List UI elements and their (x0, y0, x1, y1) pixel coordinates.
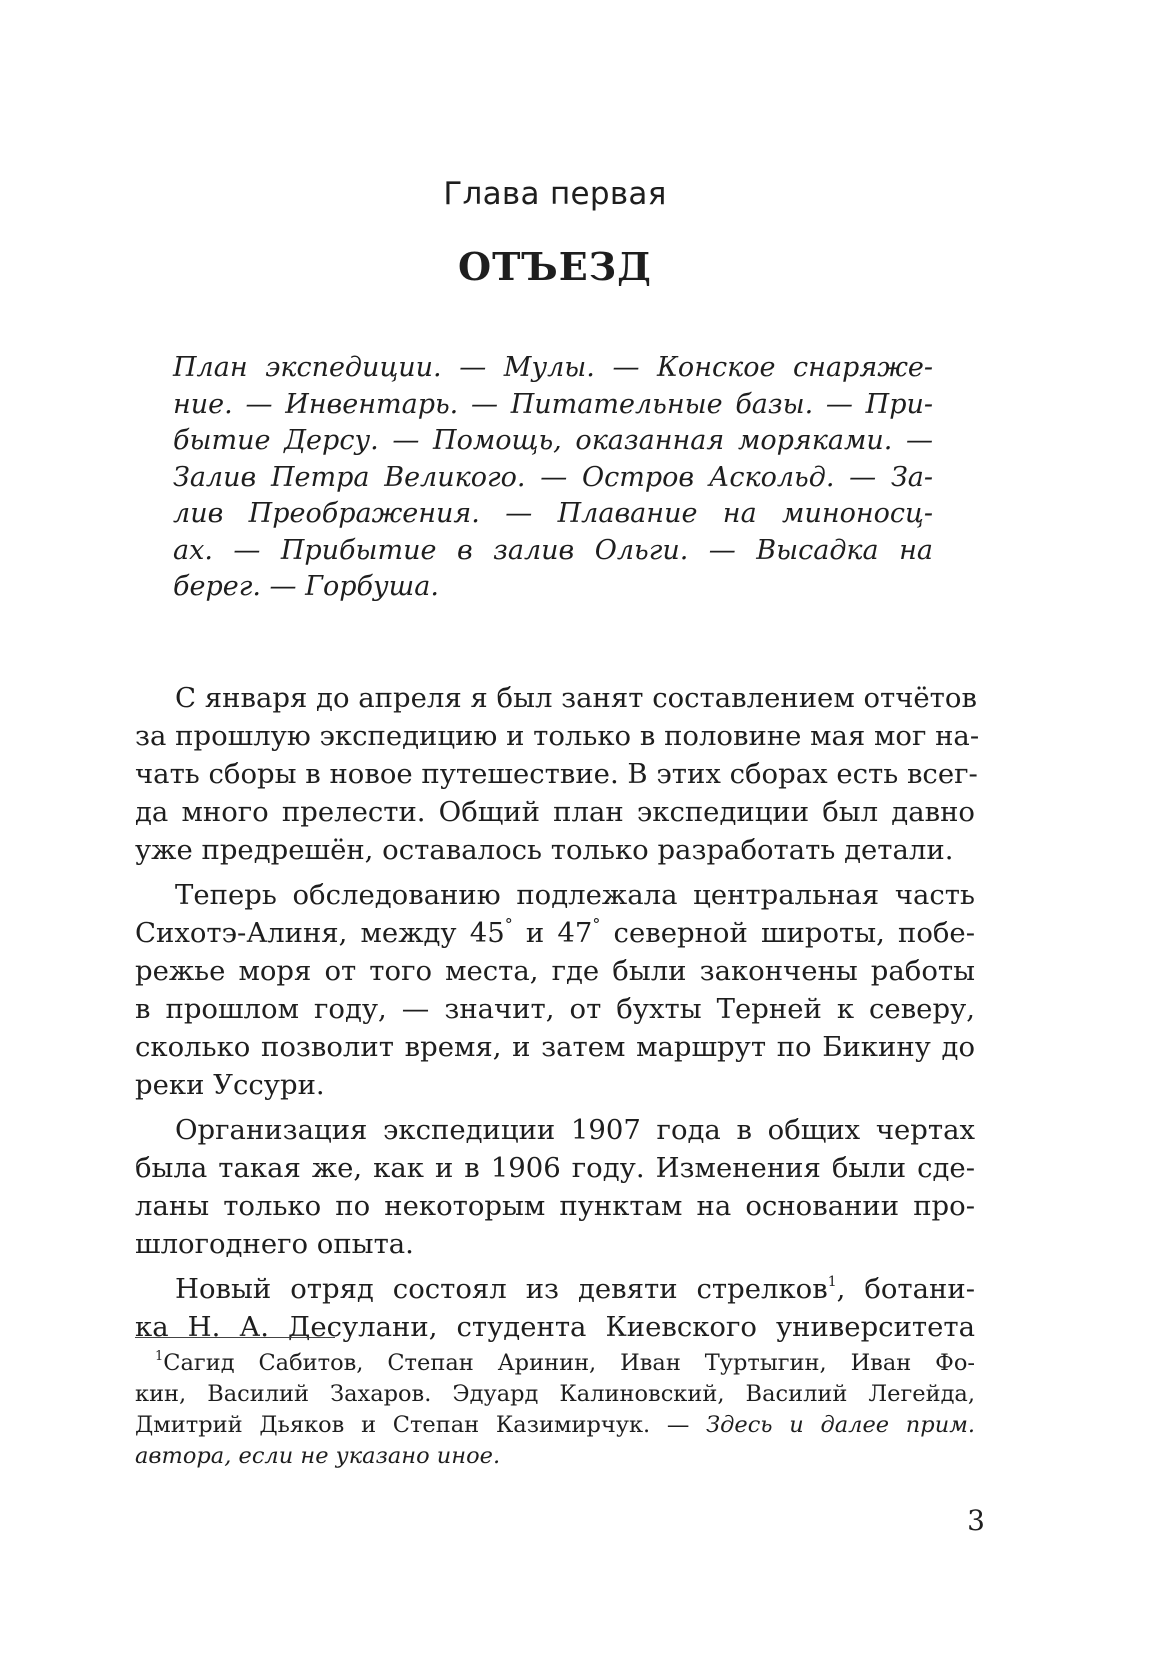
body-line: сколько позволит время, и затем маршрут по Бикину до (135, 1031, 975, 1063)
footnote (135, 1348, 975, 1472)
epigraph-line: ах. — Прибытие в залив Ольги. — Высадка на (173, 534, 933, 566)
body-line: да много прелести. Общий план экспедиции был давно (135, 796, 975, 828)
degree-mark: ° (592, 915, 601, 934)
body-line: режье моря от того места, где были закончены работы (135, 955, 975, 987)
footnote-line (135, 1410, 975, 1441)
footnote-line (135, 1348, 975, 1379)
body-line: уже предрешён, оставалось только разработать детали. (135, 834, 954, 866)
epigraph-line: ние. — Инвентарь. — Питательные базы. — При- (173, 388, 933, 420)
body-line: ланы только по некоторым пунктам на основании про- (135, 1190, 975, 1222)
body-line: была такая же, как и в 1906 году. Изменения были сде- (135, 1152, 975, 1184)
epigraph-line: бытие Дерсу. — Помощь, оказанная моряками. — (173, 425, 933, 456)
body-line: ка Н. А. Десулани, студента Киевского университета (135, 1311, 975, 1343)
body-line (135, 1270, 975, 1308)
chapter-label: Глава первая (443, 176, 667, 212)
body-line: реки Уссури. (135, 1069, 325, 1101)
body-text-fragment: Новый отряд состоял из девяти стрелков (175, 1273, 828, 1305)
epigraph-line: Залив Петра Великого. — Остров Аскольд. — За- (173, 461, 933, 493)
body-line: Организация экспедиции 1907 года в общих чертах (175, 1114, 975, 1146)
epigraph-line: берег. — Горбуша. (173, 571, 439, 602)
footnote-note: Здесь и далее прим. (706, 1412, 975, 1438)
footnote-line: кин, Василий Захаров. Эдуард Калиновский, Василий Легейда, (135, 1381, 975, 1407)
chapter-title: ОТЪЕЗД (458, 244, 652, 289)
page-number: 3 (967, 1504, 985, 1537)
chapter-epigraph (173, 350, 933, 606)
footnote-divider (135, 1337, 335, 1338)
body-line: в прошлом году, — значит, от бухты Терней к северу, (135, 993, 975, 1025)
body-line: С января до апреля я был занят составлением отчётов (175, 682, 977, 714)
footnote-ref: 1 (827, 1274, 837, 1290)
footnote-text: Дмитрий Дьяков и Степан Казимирчук. — (135, 1412, 707, 1438)
body-line: за прошлую экспедицию и только в половине мая мог на- (135, 720, 980, 752)
body-line: шлогоднего опыта. (135, 1228, 414, 1260)
body-text (135, 679, 980, 1346)
body-text-fragment: Сихотэ-Алиня, между 45 (135, 917, 505, 949)
epigraph-line: План экспедиции. — Мулы. — Конское снаряже- (173, 352, 933, 383)
epigraph-line: лив Преображения. — Плавание на миноносц- (173, 498, 933, 529)
body-text-fragment: северной широты, побе- (600, 917, 975, 949)
footnote-note: автора, если не указано иное. (135, 1443, 501, 1469)
body-line: Теперь обследованию подлежала центральная часть (175, 879, 975, 911)
body-text-fragment: и 47 (512, 917, 593, 949)
footnote-text: Сагид Сабитов, Степан Аринин, Иван Туртыгин, Иван Фо- (163, 1350, 975, 1376)
footnote-marker: 1 (155, 1349, 164, 1364)
body-line (135, 914, 975, 952)
body-text-fragment: , ботани- (836, 1273, 975, 1305)
body-line: чать сборы в новое путешествие. В этих сборах есть всег- (135, 758, 978, 790)
footnote-line (135, 1441, 975, 1472)
degree-mark: ° (504, 915, 513, 934)
